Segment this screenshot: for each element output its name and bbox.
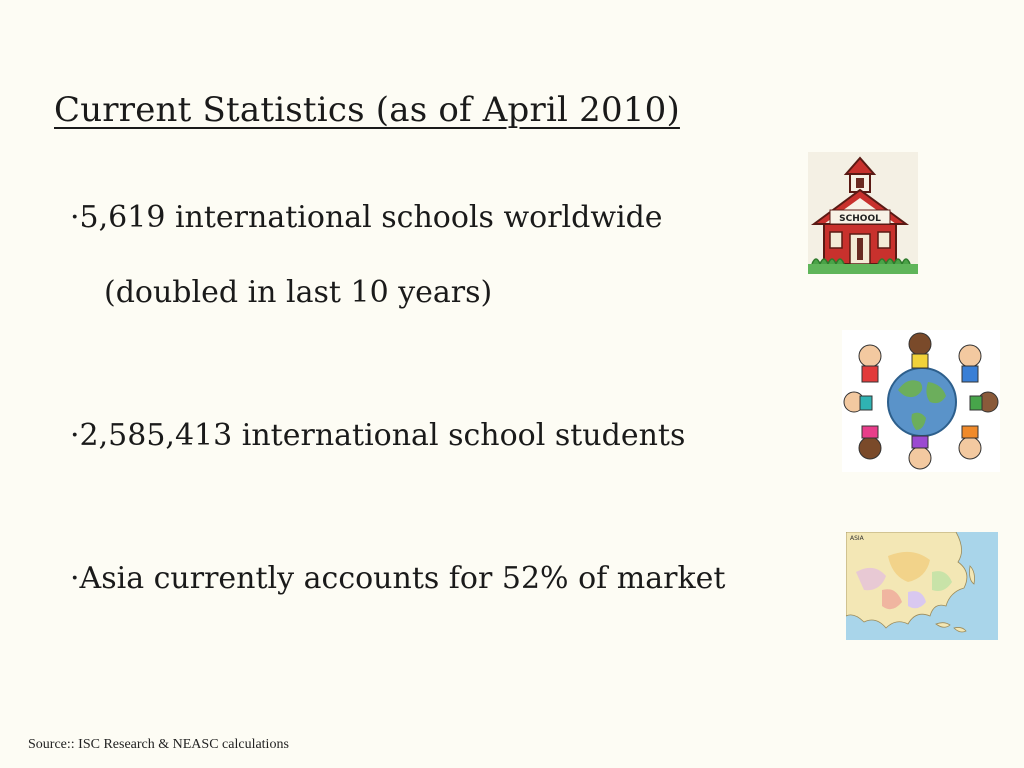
bullet-students: ·2,585,413 international school students xyxy=(70,418,686,453)
children-around-globe-icon xyxy=(842,330,1000,472)
bullet-schools-note: (doubled in last 10 years) xyxy=(104,275,493,310)
asia-map-icon xyxy=(846,532,998,640)
source-citation: Source:: ISC Research & NEASC calculations xyxy=(28,737,289,752)
slide-title: Current Statistics (as of April 2010) xyxy=(54,90,680,130)
school-sign-label: SCHOOL xyxy=(839,214,881,224)
bullet-asia-market: ·Asia currently accounts for 52% of market xyxy=(70,561,726,596)
asia-map-label: ASIA xyxy=(850,535,864,542)
schoolhouse-icon xyxy=(808,152,918,274)
bullet-schools: ·5,619 international schools worldwide xyxy=(70,200,663,235)
